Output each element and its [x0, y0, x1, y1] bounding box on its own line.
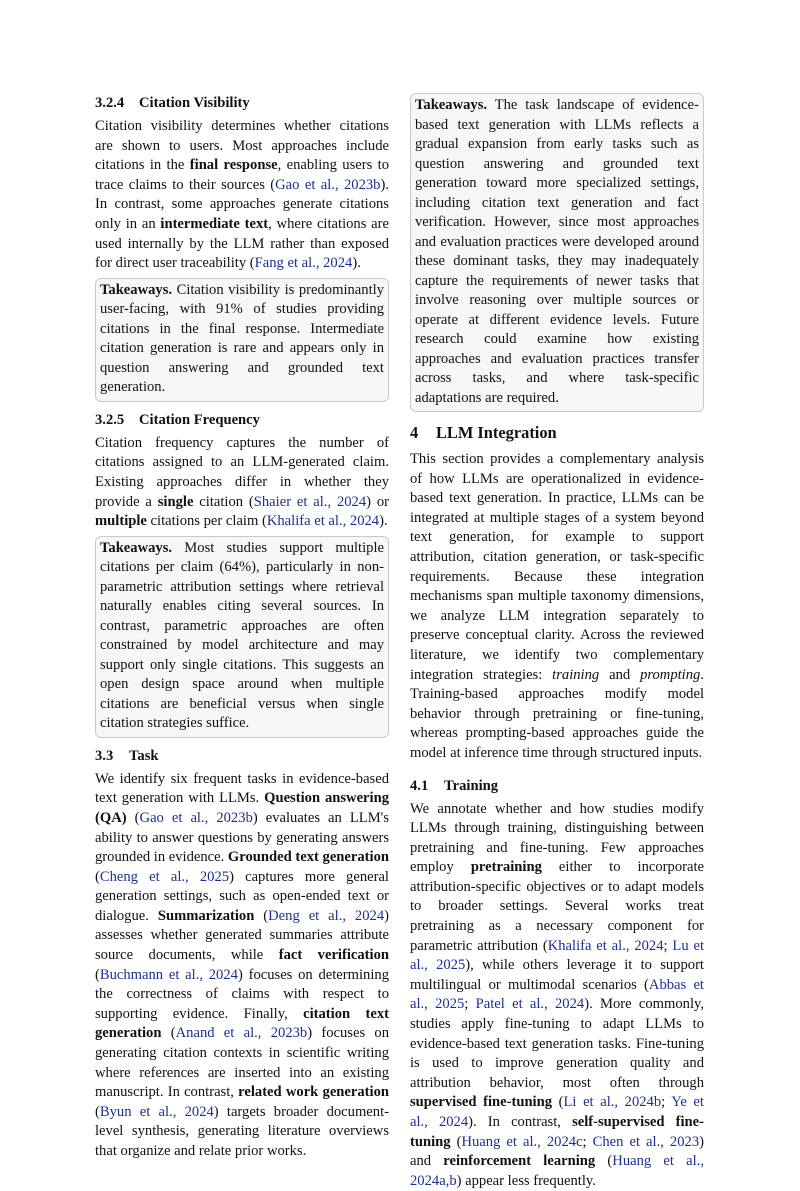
bold-term: Question answering (QA) — [95, 790, 389, 826]
citation-link[interactable]: Lu et al., 2025 — [410, 938, 704, 974]
section-heading-3-2-4 — [95, 93, 389, 113]
bold-term: multiple — [95, 513, 147, 529]
citation-link[interactable]: Chen et al., 2023 — [593, 1134, 699, 1150]
citation-link[interactable]: Patel et al., 2024 — [476, 996, 585, 1012]
section-number: 3.2.4 — [95, 93, 139, 113]
citation-link[interactable]: Ye et al., 2024 — [410, 1094, 704, 1130]
bold-term: supervised fine-tuning — [410, 1094, 552, 1110]
takeaway-box — [95, 536, 389, 738]
takeaway-text: Citation visibility is predominantly user-facing, with 91% of studies providing citations in the final response. Intermediate citation generation is rare and appears only in question answering and grounded text generation. — [100, 282, 384, 396]
italic-term: training — [552, 667, 599, 683]
section-heading-3-3 — [95, 746, 389, 766]
citation-link[interactable]: Huang et al., 2024c — [461, 1134, 582, 1150]
citation-link[interactable]: Byun et al., 2024 — [100, 1104, 214, 1120]
bold-term: single — [158, 494, 194, 510]
section-title: LLM Integration — [436, 423, 557, 442]
section-heading-4-1 — [410, 776, 704, 796]
paragraph-llm-integration: This section provides a complementary analysis of how LLMs are operationalized in evidence-based text generation. In practice, LLMs can be integrated at multiple stages of a system beyond text generation, for example to support attribution, citation generation, or task-specific requirements. Because these integration mechanisms span multiple taxonomy dimensions, we analyze LLM integration separately to preserve conceptual clarity. Across the reviewed literature, we identify two complementary integration strategies: training and prompting. Training-based approaches modify model behavior through pretraining or fine-tuning, whereas prompting-based approaches guide the model at inference time through structured inputs. — [410, 450, 704, 764]
takeaway-text: Most studies support multiple citations per claim (64%), particularly in non-parametric attribution settings where retrieval naturally enables citing several sources. In contrast, parametric approaches are often constrained by model architecture and may support only single citations. This suggests an open design space around when multiple citations are beneficial versus when single citation strategies suffice. — [100, 540, 384, 732]
bold-term: related work generation — [238, 1084, 389, 1100]
citation-link[interactable]: Buchmann et al., 2024 — [100, 967, 238, 983]
citation-link[interactable]: Gao et al., 2023b — [275, 177, 380, 193]
citation-link[interactable]: Li et al., 2024b — [564, 1094, 662, 1110]
bold-term: pretraining — [471, 859, 542, 875]
italic-term: prompting — [640, 667, 700, 683]
citation-link[interactable]: Shaier et al., 2024 — [254, 494, 366, 510]
takeaway-label: Takeaways. — [100, 540, 172, 556]
bold-term: fact verification — [279, 947, 389, 963]
left-column — [95, 93, 389, 1162]
bold-term: citation text generation — [95, 1006, 389, 1042]
section-title: Citation Frequency — [139, 412, 260, 428]
bold-term: intermediate text — [160, 216, 268, 232]
bold-term: final response — [190, 157, 278, 173]
section-number: 4 — [410, 422, 436, 444]
citation-link[interactable]: Abbas et al., 2025 — [410, 977, 704, 1013]
section-number: 3.3 — [95, 746, 129, 766]
citation-link[interactable]: Khalifa et al., 2024 — [267, 513, 379, 529]
bold-term: Summarization — [158, 908, 254, 924]
bold-term: reinforcement learning — [443, 1153, 595, 1169]
section-number: 4.1 — [410, 776, 444, 796]
section-heading-4 — [410, 422, 704, 444]
section-title: Citation Visibility — [139, 95, 250, 111]
citation-link[interactable]: Huang et al., 2024a,b — [410, 1153, 704, 1189]
paragraph-citation-frequency: Citation frequency captures the number of citations assigned to an LLM-generated claim. Existing approaches differ in whether they provide a single citation (Shaier et al., 2024) or multiple citations per claim (Khalifa et al., 2024). — [95, 434, 389, 532]
section-title: Training — [444, 778, 498, 794]
bold-term: self-supervised fine-tuning — [410, 1114, 704, 1150]
takeaway-label: Takeaways. — [100, 282, 172, 298]
takeaway-text: The task landscape of evidence-based text generation with LLMs reflects a gradual expansion from early tasks such as question answering and grounded text generation toward more specialized settings, including citation text generation and fact verification. However, since most approaches and evaluation practices were developed around these dominant tasks, they may inadequately capture the requirements of newer tasks that involve reasoning over multiple sources or operate at different evidence levels. Future research could examine how existing approaches and evaluation practices transfer across tasks, and where task-specific adaptations are required. — [415, 97, 699, 406]
bold-term: Grounded text generation — [228, 849, 389, 865]
paragraph-citation-visibility: Citation visibility determines whether citations are shown to users. Most approaches include citations in the final response, enabling users to trace claims to their sources (Gao et al., 2023b). In contrast, some approaches generate citations only in an intermediate text, where citations are used internally by the LLM rather than exposed for direct user traceability (Fang et al., 2024). — [95, 117, 389, 274]
paragraph-task: We identify six frequent tasks in evidence-based text generation with LLMs. Question answering (QA) (Gao et al., 2023b) evaluates an LLM's ability to answer questions by generating answers grounded in evidence. Grounded text generation (Cheng et al., 2025) captures more general generation settings, such as open-ended text or dialogue. Summarization (Deng et al., 2024) assesses whether generated summaries attribute source documents, while fact verification (Buchmann et al., 2024) focuses on determining the correctness of claims with respect to supporting evidence. Finally, citation text generation (Anand et al., 2023b) focuses on generating citation contexts in scientific writing where references are inserted into an existing manuscript. In contrast, related work generation (Byun et al., 2024) targets broader document-level synthesis, generating literature overviews that organize and relate prior works. — [95, 770, 389, 1162]
section-number: 3.2.5 — [95, 410, 139, 430]
section-heading-3-2-5 — [95, 410, 389, 430]
citation-link[interactable]: Anand et al., 2023b — [176, 1025, 308, 1041]
takeaway-box-task — [410, 93, 704, 412]
right-column — [410, 93, 704, 1191]
citation-link[interactable]: Khalifa et al., 2024 — [548, 938, 664, 954]
citation-link[interactable]: Fang et al., 2024 — [255, 255, 353, 271]
paragraph-training: We annotate whether and how studies modify LLMs through training, distinguishing between pretraining and fine-tuning. Few approaches employ pretraining either to incorporate attribution-specific objectives or to adapt models to broader settings. Several works treat pretraining as a necessary component for parametric attribution (Khalifa et al., 2024; Lu et al., 2025), while others leverage it to support multilingual or multimodal scenarios (Abbas et al., 2025; Patel et al., 2024). More commonly, studies apply fine-tuning to adapt LLMs to evidence-based text generation tasks. Fine-tuning is used to improve generation quality and attribution behavior, most often through supervised fine-tuning (Li et al., 2024b; Ye et al., 2024). In contrast, self-supervised fine-tuning (Huang et al., 2024c; Chen et al., 2023) and reinforcement learning (Huang et al., 2024a,b) appear less frequently. — [410, 800, 704, 1191]
takeaway-label: Takeaways. — [415, 97, 487, 113]
takeaway-box — [95, 278, 389, 402]
citation-link[interactable]: Gao et al., 2023b — [140, 810, 253, 826]
section-title: Task — [129, 748, 159, 764]
citation-link[interactable]: Cheng et al., 2025 — [100, 869, 229, 885]
citation-link[interactable]: Deng et al., 2024 — [268, 908, 384, 924]
